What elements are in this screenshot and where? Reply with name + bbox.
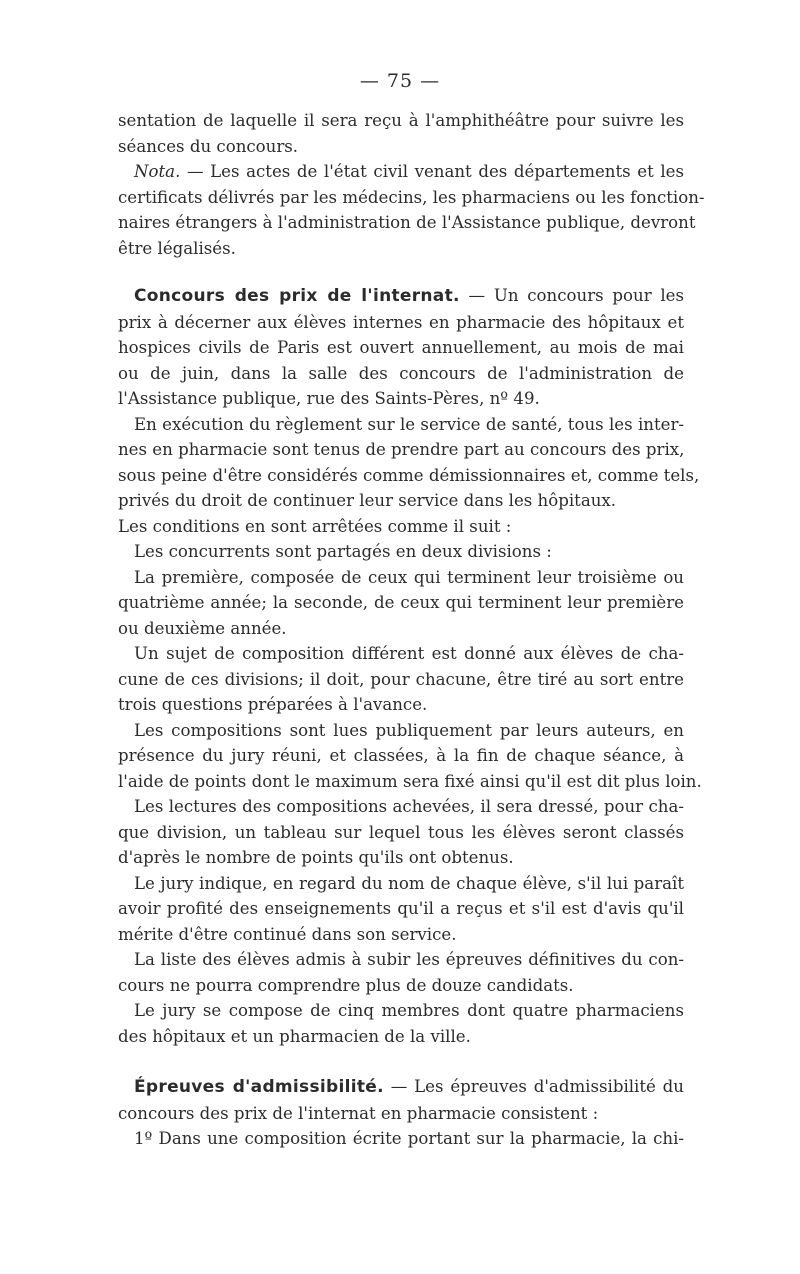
text-line: En exécution du règlement sur le service de santé, tous les inter- — [134, 414, 684, 434]
section-gap — [118, 261, 684, 283]
text-line: Le jury indique, en regard du nom de chaque élève, s'il lui paraît — [134, 873, 684, 893]
page-number: — 75 — — [359, 70, 441, 92]
text-line: Le jury se compose de cinq membres dont quatre pharmaciens — [134, 1001, 684, 1020]
text-line: cours ne pourra comprendre plus de douze candidats. — [118, 975, 574, 995]
text-line: quatrième année; la seconde, de ceux qui terminent leur première — [118, 593, 684, 612]
text-line: La première, composée de ceux qui terminent leur troisième ou — [134, 567, 684, 587]
text-line: que division, un tableau sur lequel tous les élèves seront classés — [118, 822, 684, 842]
text-line: séances du concours. — [118, 136, 299, 156]
body-text — [118, 108, 705, 1152]
text-line: nes en pharmacie sont tenus de prendre part au concours des prix, — [118, 440, 685, 459]
text-line: sentation de laquelle il sera reçu à l'amphithéâtre pour suivre les — [118, 111, 684, 130]
text-line: Les lectures des compositions achevées, il sera dressé, pour cha- — [134, 797, 684, 816]
section-heading-line — [118, 1074, 684, 1101]
text-line: 1º Dans une composition écrite portant sur la pharmacie, la chi- — [134, 1129, 684, 1148]
text-line: d'après le nombre de points qu'ils ont obtenus. — [118, 848, 514, 867]
text-line: être légalisés. — [118, 238, 236, 258]
text-line: naires étrangers à l'administration de l'Assistance publique, devront — [118, 213, 696, 232]
text-line: des hôpitaux et un pharmacien de la ville. — [118, 1026, 471, 1046]
heading-tail-text: — Les épreuves d'admissibilité du — [383, 1077, 684, 1096]
text-line: trois questions préparées à l'avance. — [118, 695, 428, 714]
text-line: Les conditions en sont arrêtées comme il suit : — [118, 516, 512, 536]
heading-tail-text: — Un concours pour les — [459, 286, 685, 305]
text-line: Les concurrents sont partagés en deux divisions : — [134, 542, 552, 561]
text-line: concours des prix de l'internat en pharmacie consistent : — [118, 1103, 599, 1123]
text-line: sous peine d'être considérés comme démissionnaires et, comme tels, — [118, 465, 700, 485]
text-line: avoir profité des enseignements qu'il a reçus et s'il est d'avis qu'il — [118, 899, 684, 918]
text-line: ou deuxième année. — [118, 618, 287, 638]
section-heading: Concours des prix de l'internat. — [134, 286, 460, 306]
nota-text: — Les actes de l'état civil venant des départements et les — [180, 162, 684, 181]
text-line: l'Assistance publique, rue des Saints-Pères, nº 49. — [118, 389, 540, 408]
text-line: présence du jury réuni, et classées, à la fin de chaque séance, à — [118, 746, 684, 765]
section-gap — [118, 1049, 684, 1074]
nota-line — [118, 159, 684, 185]
text-line: Les compositions sont lues publiquement par leurs auteurs, en — [134, 720, 684, 740]
text-line: cune de ces divisions; il doit, pour chacune, être tiré au sort entre — [118, 669, 684, 689]
section-heading: Épreuves d'admissibilité. — [134, 1077, 384, 1097]
text-line: l'aide de points dont le maximum sera fixé ainsi qu'il est dit plus loin. — [118, 771, 702, 791]
text-line: La liste des élèves admis à subir les épreuves définitives du con- — [134, 950, 684, 969]
text-line: certificats délivrés par les médecins, les pharmaciens ou les fonction- — [118, 187, 705, 207]
section-heading-line — [118, 283, 684, 310]
text-line: prix à décerner aux élèves internes en pharmacie des hôpitaux et — [118, 312, 684, 332]
text-line: privés du droit de continuer leur service dans les hôpitaux. — [118, 491, 617, 510]
text-line: mérite d'être continué dans son service. — [118, 924, 457, 944]
text-line: hospices civils de Paris est ouvert annuellement, au mois de mai — [118, 338, 684, 357]
nota-label: Nota. — [134, 162, 181, 181]
text-line: ou de juin, dans la salle des concours de l'administration de — [118, 363, 684, 383]
text-line: Un sujet de composition différent est donné aux élèves de cha- — [134, 644, 684, 663]
